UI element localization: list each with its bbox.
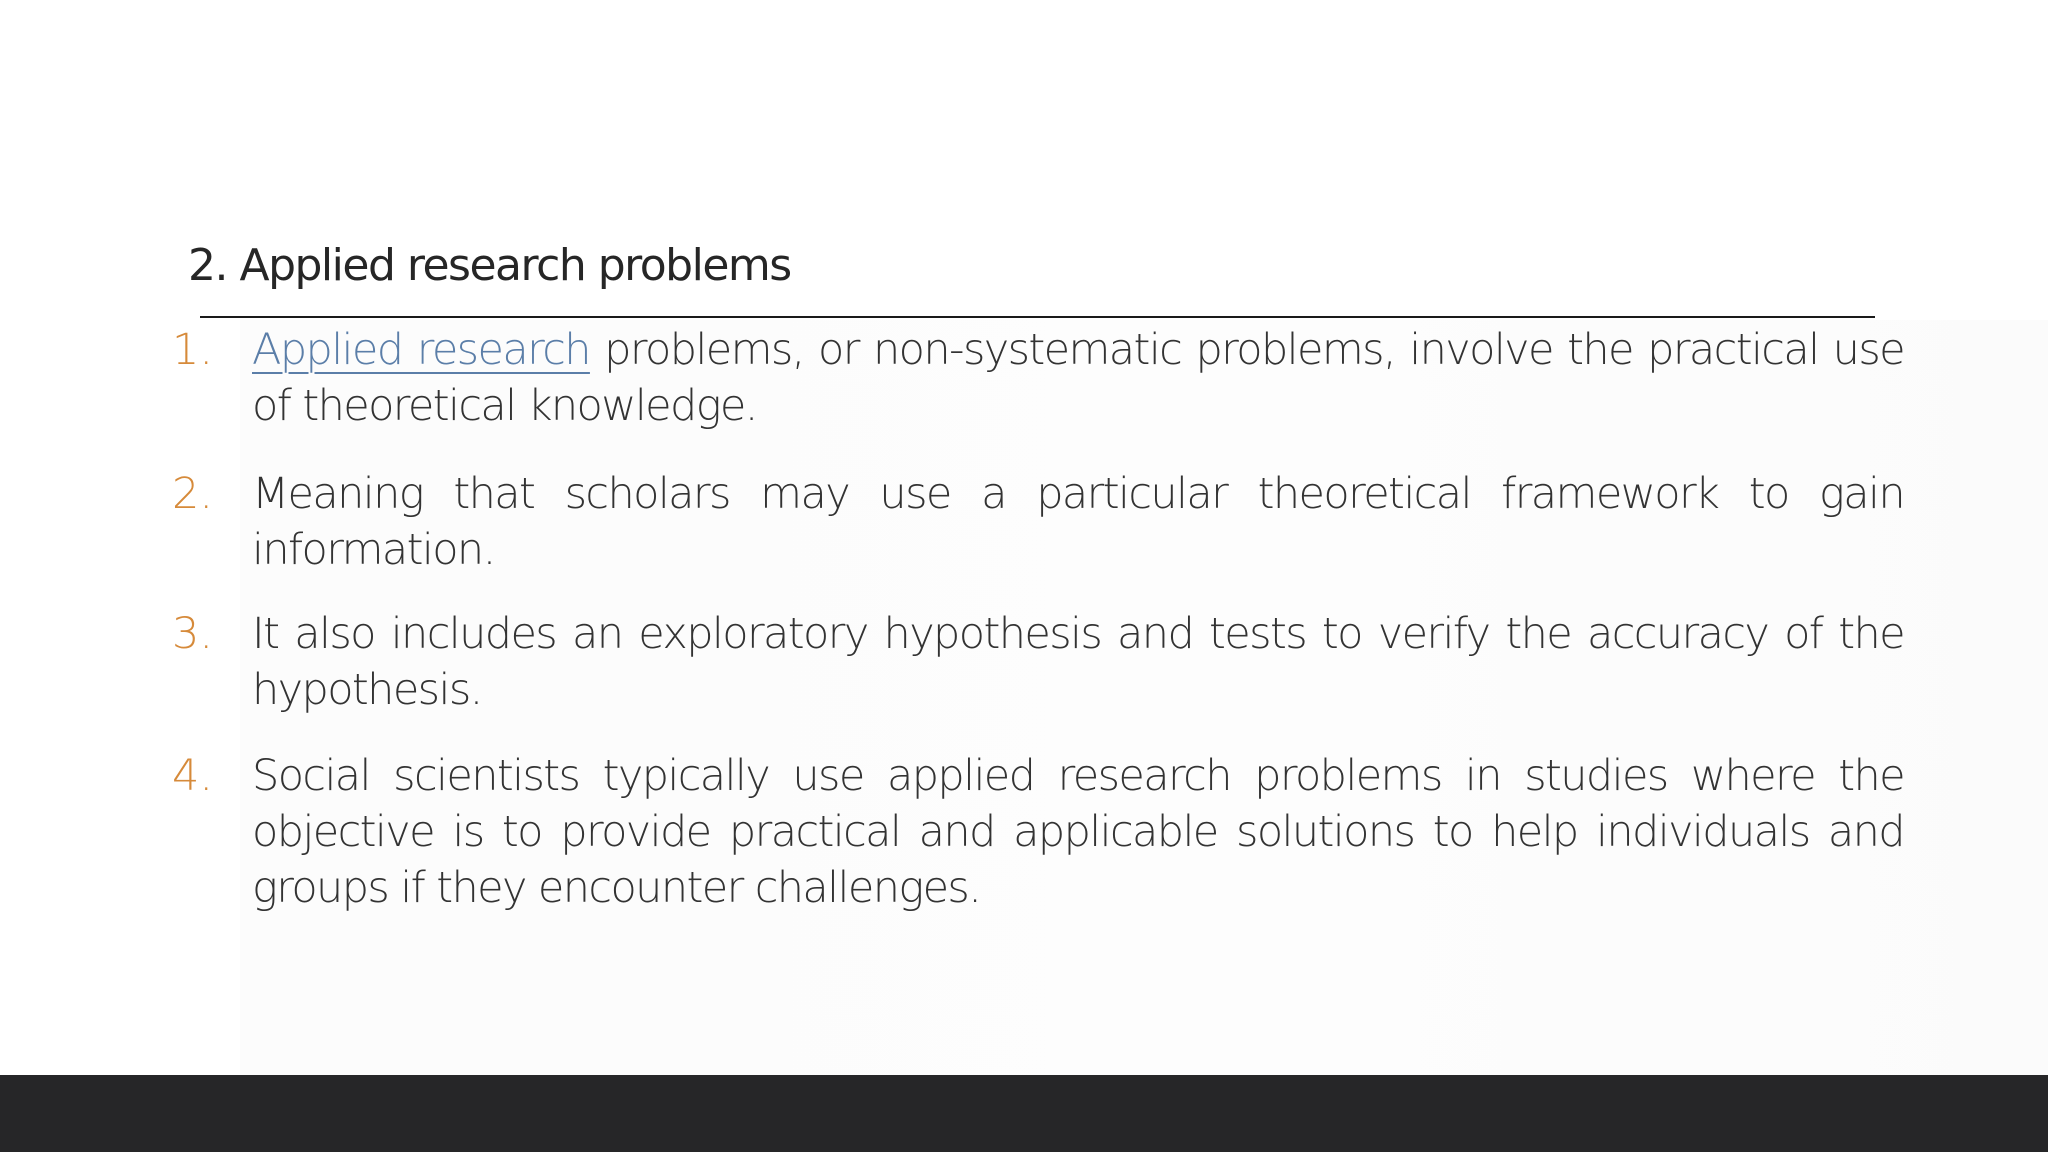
- title-underline-divider: [200, 316, 1875, 318]
- list-item-text: It also includes an exploratory hypothesis and tests to verify the accuracy of the hypothesis.: [252, 609, 1904, 715]
- footer-bar: [0, 1075, 2048, 1152]
- applied-research-link[interactable]: Applied research: [252, 325, 590, 375]
- list-item: [168, 322, 1904, 434]
- list-item-number: 4.: [172, 751, 214, 801]
- list-item-text: Social scientists typically use applied research problems in studies where the objective is to provide practical and applicable solutions to help individuals and groups if they encounter challenges.: [252, 751, 1904, 913]
- list-item: [168, 606, 1904, 718]
- list-item-number: 1.: [172, 325, 214, 375]
- slide-title: 2. Applied research problems: [188, 240, 791, 291]
- list-item-number: 2.: [172, 469, 214, 519]
- list-item: [168, 748, 1904, 916]
- list-item-text: problems, or non-systematic problems, involve the practical use of theoretical knowledge.: [252, 325, 1904, 431]
- list-item: [168, 466, 1904, 578]
- numbered-list: [168, 320, 1904, 916]
- list-item-number: 3.: [172, 609, 214, 659]
- list-item-text: Meaning that scholars may use a particular theoretical framework to gain information.: [252, 469, 1904, 575]
